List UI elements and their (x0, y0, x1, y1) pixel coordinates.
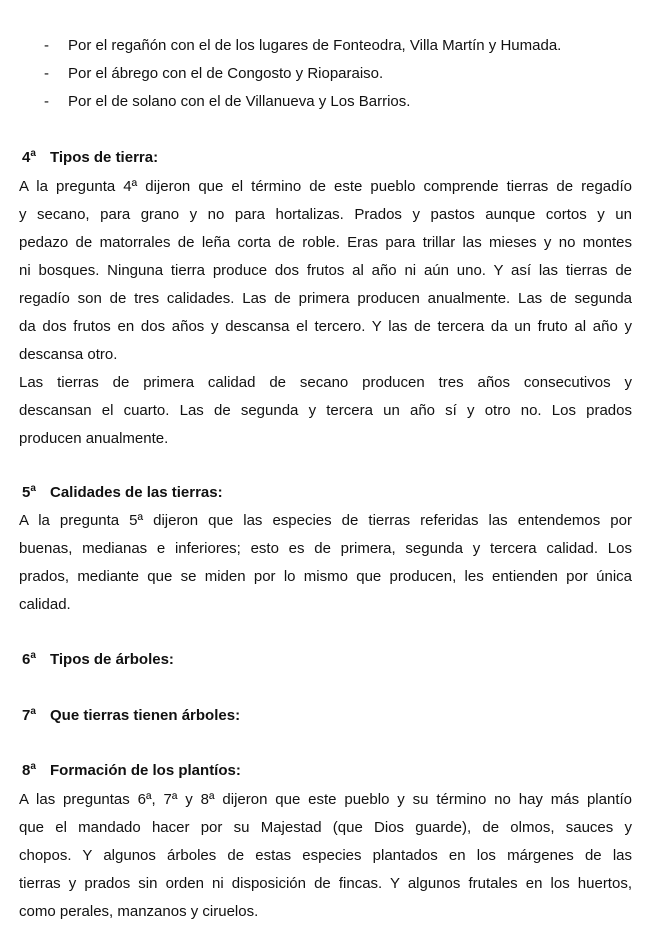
paragraph-line: como perales, manzanos y ciruelos. (19, 903, 259, 920)
section-number: 5 (22, 484, 31, 501)
bullet-dash: - (44, 37, 49, 54)
section-4-paragraph-2 (19, 369, 632, 453)
section-number: 6 (22, 651, 31, 668)
section-number-sup: a (30, 650, 36, 661)
section-heading-8 (22, 761, 241, 781)
paragraph-line: producen anualmente. (19, 430, 169, 447)
paragraph-line: A las preguntas 6ª, 7ª y 8ª dijeron que este pueblo y su término no hay más plantío (19, 791, 632, 808)
boundary-list (0, 36, 664, 120)
section-number-sup: a (30, 761, 36, 772)
paragraph-line: A la pregunta 5ª dijeron que las especies de tierras referidas las entendemos por (19, 512, 632, 529)
bullet-text: Por el ábrego con el de Congosto y Rioparaiso. (68, 65, 384, 82)
section-number: 7 (22, 707, 31, 724)
section-5-paragraph-1 (19, 507, 632, 619)
bullet-text: Por el regañón con el de los lugares de Fonteodra, Villa Martín y Humada. (68, 37, 562, 54)
section-number: 4 (22, 149, 31, 166)
paragraph-line: que el mandado hacer por su Majestad (que Dios guarde), de olmos, sauces y (19, 819, 632, 836)
bullet-dash: - (44, 93, 49, 110)
list-item (0, 36, 664, 64)
paragraph-line: ni bosques. Ninguna tierra produce dos frutos al año ni aún uno. Y así las tierras de (19, 262, 632, 279)
section-title: Tipos de árboles: (50, 651, 174, 668)
section-8-paragraph-1 (19, 786, 632, 926)
section-number-sup: a (30, 706, 36, 717)
section-title: Formación de los plantíos: (50, 762, 241, 779)
paragraph-line: Las tierras de primera calidad de secano producen tres años consecutivos y (19, 374, 632, 391)
section-heading-6 (22, 650, 174, 670)
section-heading-5 (22, 483, 223, 503)
section-number-sup: a (30, 148, 36, 159)
paragraph-line: pedazo de matorrales de leña corta de roble. Eras para trillar las mieses y no montes (19, 234, 632, 251)
section-number: 8 (22, 762, 31, 779)
paragraph-line: calidad. (19, 596, 71, 613)
paragraph-line: buenas, medianas e inferiores; esto es de primera, segunda y tercera calidad. Los (19, 540, 632, 557)
bullet-dash: - (44, 65, 49, 82)
section-title: Que tierras tienen árboles: (50, 707, 241, 724)
list-item (0, 92, 664, 120)
paragraph-line: descansan el cuarto. Las de segunda y tercera un año sí y otro no. Los prados (19, 402, 632, 419)
paragraph-line: regadío son de tres calidades. Las de primera producen anualmente. Las de segunda (19, 290, 632, 307)
list-item (0, 64, 664, 92)
bullet-text: Por el de solano con el de Villanueva y Los Barrios. (68, 93, 411, 110)
paragraph-line: da dos frutos en dos años y descansa el tercero. Y las de tercera da un fruto al año y (19, 318, 632, 335)
paragraph-line: tierras y prados sin orden ni disposición de fincas. Y algunos frutales en los huertos, (19, 875, 632, 892)
paragraph-line: prados, mediante que se miden por lo mismo que producen, les entienden por única (19, 568, 632, 585)
paragraph-line: descansa otro. (19, 346, 118, 363)
section-number-sup: a (30, 483, 36, 494)
section-heading-7 (22, 706, 240, 726)
paragraph-line: chopos. Y algunos árboles de estas especies plantados en los márgenes de las (19, 847, 632, 864)
section-heading-4 (22, 148, 158, 168)
section-4-paragraph-1 (19, 173, 632, 369)
section-title: Calidades de las tierras: (50, 484, 223, 501)
paragraph-line: A la pregunta 4ª dijeron que el término de este pueblo comprende tierras de regadío (19, 178, 632, 195)
section-title: Tipos de tierra: (50, 149, 159, 166)
paragraph-line: y secano, para grano y no para hortalizas. Prados y pastos aunque cortos y un (19, 206, 632, 223)
